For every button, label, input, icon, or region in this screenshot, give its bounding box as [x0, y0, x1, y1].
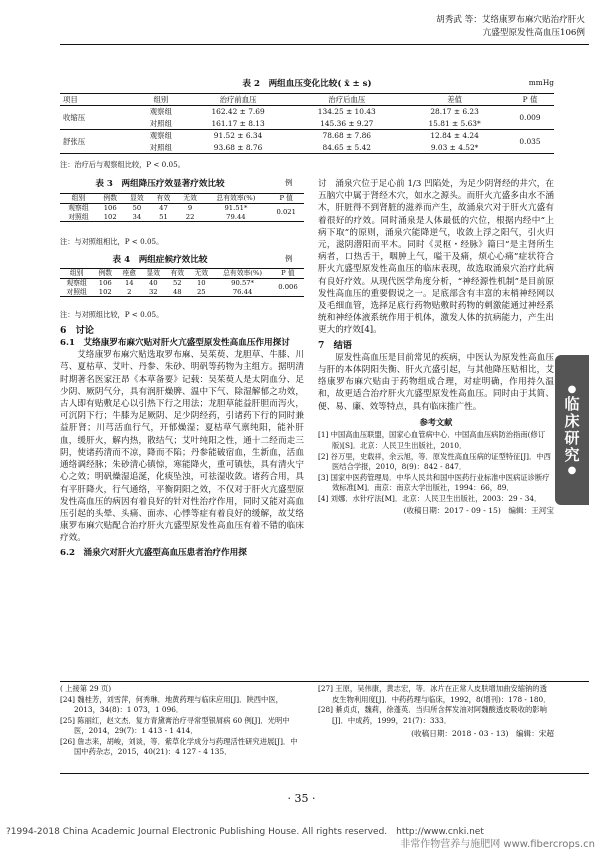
table-header: 组别	[69, 269, 84, 277]
table-cell: 47	[159, 203, 168, 212]
table2-header-row	[60, 94, 554, 106]
table-cell: 12.84 ± 4.24	[403, 130, 506, 142]
table-header: 例数	[98, 269, 113, 277]
table-cell: 34	[132, 212, 142, 221]
list-item: [2] 谷万里，史载祥，余云旭，等．原发性高血压病的证型特征[J]．中西医结合学报，2010，8(9)：842 - 847．	[318, 451, 551, 472]
table-cell: 106	[103, 203, 117, 212]
tab-char: 研	[564, 429, 580, 447]
table-cell: 48	[172, 287, 182, 296]
header-divider	[60, 44, 589, 45]
table-cell: 25	[196, 287, 206, 296]
table-cell: 0.009	[519, 113, 541, 123]
subsection-heading: 6.2 涌泉穴对肝火亢盛型高血压患者治疗作用探	[60, 547, 247, 558]
continued-refs-left	[60, 684, 304, 758]
list-item: [26] 詹志来，胡峻，刘谈，等．紫草化学成分与药理活性研究进展[J]．中国中药杂志，2015，40(21)：4 127 - 4 135．	[60, 736, 298, 757]
list-item: [25] 陈丽红，赵文杰．复方青黛膏治疗寻常型银屑病 60 例[J]．光明中医，2014，29(7)：1 413 - 1 414．	[60, 715, 290, 736]
bullet-icon: ●	[567, 464, 577, 476]
table4-note: 注：与对照组比较，P < 0.05。	[60, 310, 164, 319]
table-cell: 91.52 ± 6.34	[186, 130, 291, 142]
table-cell: 40	[148, 278, 158, 287]
table-cell: 0.006	[278, 283, 298, 292]
continued-from: ( 上接第 29 页)	[60, 684, 112, 693]
table2-title: 表 2 两组血压变化比较( x̄ ± s)	[242, 79, 372, 89]
tab-char: 床	[564, 411, 580, 430]
table-cell: 106	[98, 278, 112, 287]
references-title: 参考文献	[419, 416, 453, 427]
table-cell: 收缩压	[63, 113, 86, 123]
list-item: [28] 綦贞贞，魏莉，徐蓬英．当归所含挥发油对阿魏酸透皮吸收的影响[J]．中成药，1999，21(7)：333．	[318, 705, 547, 725]
table-header: P 值	[281, 269, 295, 277]
table-cell: 观察组	[136, 130, 186, 142]
table-cell: 观察组	[149, 107, 172, 117]
tab-char: 究	[564, 446, 580, 465]
bottom-divider	[60, 773, 589, 774]
table-header: 显效	[130, 194, 144, 202]
table-cell: 91.51*	[224, 203, 248, 212]
table-cell: 0.021	[276, 208, 296, 217]
table-row	[60, 288, 304, 297]
table-header: 有效	[156, 194, 171, 202]
subsection-heading: 6.1 艾络康罗布麻穴贴对肝火亢盛型原发性高血压作用探讨	[60, 338, 290, 349]
section-heading: 7 结语	[318, 339, 352, 351]
table-cell: 162.42 ± 7.69	[211, 107, 265, 117]
table-header: 总有效率(%)	[216, 194, 256, 202]
left-column	[60, 324, 304, 559]
table-row	[60, 203, 304, 212]
list-item: [3] 国家中医药管理局．中华人民共和国中医药行业标准中医病证诊断疗效标准[M]．南京：南京大学出版社，1994：66，89．	[318, 472, 550, 493]
table-cell: 10	[196, 278, 206, 287]
table-cell: 134.25 ± 10.43	[317, 107, 376, 117]
table2-unit: mmHg	[528, 78, 554, 87]
table-cell: 78.68 ± 7.86	[290, 130, 403, 142]
table-header: 项目	[63, 95, 78, 104]
table-cell: 15.81 ± 5.63*	[428, 118, 481, 128]
table3-unit: 例	[285, 178, 293, 187]
table-cell: 对照组	[66, 287, 87, 296]
table3-note: 注：与对照组相比，P < 0.05。	[60, 237, 164, 246]
list-item: [1] 中国高血压联盟，国家心血管病中心．中国高血压病防治指南(修订版)[S]．北京：人民卫生出版社，2010．	[318, 430, 546, 450]
table-row	[60, 130, 554, 142]
running-header	[436, 14, 585, 40]
table-cell: 161.17 ± 8.13	[211, 118, 265, 128]
header-line1: 胡秀武 等：艾络康罗布麻穴贴治疗肝火	[436, 15, 585, 25]
received-date: (收稿日期：2017 - 09 - 15) 编辑：王河宝	[403, 506, 554, 516]
table-cell: 51	[159, 212, 168, 221]
table-cell: 102	[98, 287, 112, 296]
table-cell: 对照组	[68, 212, 89, 221]
table3-title: 表 3 两组降压疗效显著疗效比较	[95, 179, 225, 189]
table-header: 差值	[447, 95, 462, 104]
table-header: 组别	[153, 95, 169, 104]
table-cell: 102	[103, 212, 117, 221]
references-list	[318, 430, 554, 504]
table-cell: 93.68 ± 8.76	[213, 142, 263, 152]
table-cell: 0.035	[506, 130, 554, 154]
table-header: 例数	[103, 194, 118, 202]
table-header: 无效	[183, 194, 197, 202]
table-cell: 22	[185, 212, 195, 221]
paragraph: 原发性高血压是目前常见的疾病，中医认为原发性高血压与肝的本体阴阳失衡、肝火亢盛引起，与其他降压贴相比，艾络康罗布麻穴贴由于药物组成合理，对症明确，作用持久温和，故更适合治疗肝火亢盛型原发性高血压。同时由于其简、便、易、廉、效等特点，具有临床推广性。	[318, 352, 554, 412]
table-cell: 28.17 ± 6.23	[430, 107, 479, 117]
table-cell: 145.36 ± 9.27	[320, 118, 374, 128]
tab-char: 临	[564, 394, 580, 413]
list-item: [4] 刘娜．水针疗法[M]．北京：人民卫生出版社，2003：29 - 34．	[318, 493, 542, 503]
table-header: 总有效率(%)	[223, 269, 263, 277]
bullet-icon: ●	[567, 384, 577, 395]
table-cell: 对照组	[149, 118, 172, 128]
table-header: 治疗后血压	[328, 95, 366, 104]
table-header: 组别	[71, 194, 86, 202]
table4	[60, 268, 304, 297]
table4-title: 表 4 两组症候疗效比较	[112, 255, 208, 265]
watermark: 非常作物营养与施肥网 www.fibercrops.cn	[400, 839, 595, 850]
table-row	[60, 106, 554, 118]
table2-note: 注：治疗后与观察组比较，P < 0.05。	[60, 160, 185, 169]
table4-unit: 例	[285, 254, 293, 263]
table-cell: 50	[132, 203, 142, 212]
table2	[60, 93, 554, 154]
section-side-tab	[555, 355, 589, 505]
table-header: 无效	[194, 269, 209, 277]
table-cell: 2	[127, 287, 132, 296]
table-cell: 观察组	[68, 203, 89, 212]
paragraph: 艾络康罗布麻穴贴选取罗布麻、吴茱萸、龙胆草、牛膝、川芎、夏枯草、艾叶、丹参、朱砂、明矾等药物为主组方。据明清时期著名医家汪昂《本草备要》记载：吴茱萸人是太阴血分、足少阴、厥阴气分，具有润肝燥脾、温中下气、除湿解郁之功效，古人即有贴敷足心以引热下行之用法；龙胆草能益肝胆而泻火，可沉阴下行；牛膝为足厥阴、足少阴经药，引诸药下行的同时兼益肝肾；川芎活血行气，开郁燥湿；夏枯草气禀纯阳，能补肝血，缓肝火，解内热，散结气；艾叶纯阳之性，通十二经而走三阴，使诸药清而不凉，降而不陷；丹参能破宿血，生新血，活血通络调经脉；朱砂清心镇惊，寒能降火，重可镇怯，具有清火宁心之效；明矾燥湿追涎，化痰坠浊，可祛湿收敛。诸药合用，具有平肝降火，行气通络，平衡阴阳之效，不仅对于肝火亢盛型原发性高血压的病因有着良好的针对性治疗作用，同时又能对高血压引起的头晕、头痛、面赤、心悸等症有着良好的缓解，故艾络康罗布麻穴贴配合治疗肝火亢盛型原发性高血压有着不错的临床疗效。	[60, 350, 304, 544]
table-cell: 14	[124, 278, 134, 287]
table-header: 痊愈	[122, 269, 137, 277]
table-cell: 9	[187, 203, 193, 212]
table-cell: 对照组	[149, 142, 172, 152]
table-header: P 值	[279, 194, 293, 202]
table-cell: 76.44	[232, 287, 253, 296]
table-cell: 舒张压	[60, 130, 136, 154]
table-cell: 观察组	[66, 278, 87, 287]
table-header: 治疗前血压	[219, 95, 257, 104]
paragraph: 讨 涌泉穴位于足心前 1/3 凹陷处，为足少阴肾经的井穴，在五脑穴中属于肾经木穴，如水之源头。而肝火亢盛多由水不涵木，肝脏得不到肾脏的滋养而产生，故涌泉穴对于肝火亢盛有着很好的疗效。同时涌泉是人体最低的穴位，根据内经中“上病下取”的原则，涌泉穴能降逆气，收敛上浮之阳气，引火归元，滋阴潜阳而平木。同时《灵枢・经脉》篇曰“是主肾所生病者，口热舌干，咽肿上气，嗌干及痛，烦心心痛”症状符合肝火亢盛型原发性高血压的临床表现，故选取涌泉穴治疗此病有良好疗效。从现代医学角度分析，“神经源性机制”是目前原发性高血压的重要假说之一。足底部含有丰富的末梢神经网以及毛细血管，选择足底行药物贴敷时药物的刺激能通过神经系统和神经体液系统作用于机体，激发人体的抗病能力，产生出更大的疗效[4]。	[318, 179, 554, 336]
table3	[60, 193, 304, 222]
table-cell: 79.44	[226, 212, 246, 221]
table-header: 显效	[146, 269, 161, 277]
table-cell: 84.65 ± 5.42	[322, 142, 372, 152]
received-date: (收稿日期：2018 - 03 - 13) 编辑：宋超	[411, 729, 554, 739]
header-line2: 亢盛型原发性高血压106例	[482, 27, 585, 38]
table-row	[60, 278, 304, 287]
table-header: P 值	[522, 95, 538, 104]
table3-header-row	[60, 194, 304, 204]
table-cell: 9.03 ± 4.52*	[430, 142, 479, 152]
table-cell: 52	[172, 278, 182, 287]
bottom-divider	[60, 681, 589, 682]
list-item: [24] 魏桂芳，刘雪萍，何秀琳．地黄药理与临床应用[J]．陕西中医，2013，34(8)：1 073，1 096．	[60, 694, 283, 715]
table-cell: 90.57*	[231, 278, 255, 287]
table4-header-row	[60, 269, 304, 279]
copyright-footer: ?1994-2018 China Academic Journal Electronic Publishing House. All rights reserved. http://www.cnki.net	[6, 827, 484, 837]
continued-refs-right	[318, 684, 554, 739]
table-row	[60, 213, 304, 222]
table-cell: 32	[148, 287, 158, 296]
section-heading: 6 讨论	[60, 325, 94, 336]
list-item: [27] 王原，吴伟康，黄志宏，等．冰片在正常人皮肤增加曲安缩钠的透皮生物利用度[J]．中药药理与临床，1992，8(增刊)：178 - 180．	[318, 684, 551, 704]
right-column	[318, 178, 554, 517]
page-number: · 35 ·	[287, 792, 316, 805]
table-header: 有效	[170, 269, 185, 277]
